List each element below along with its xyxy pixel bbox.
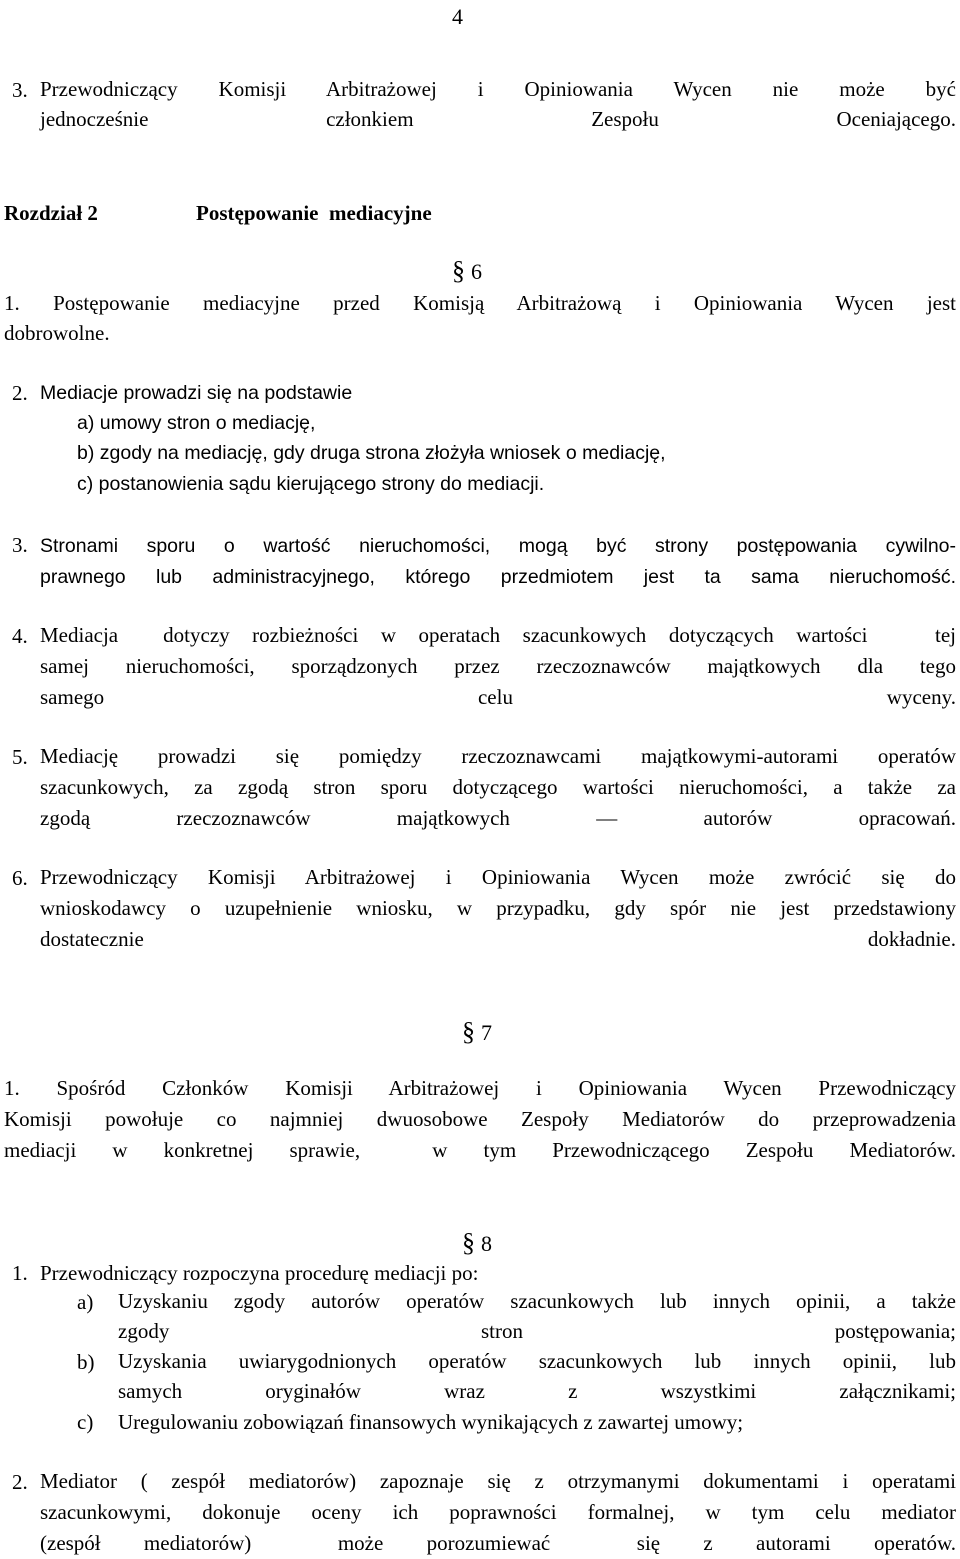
chapter-label: Rozdział 2 [4,201,98,225]
section-8-item-a-line-2: zgody stron postępowania; [118,1319,956,1343]
section-6-point-2-item-b: b) zgody na mediację, gdy druga strona złożyła wniosek o mediację, [77,442,666,464]
section-6-point-3 [40,531,956,593]
section-6-point-2-lead: Mediacje prowadzi się na podstawie [40,382,353,404]
section-6-point-4-number: 4. [12,624,28,648]
section-6-point-5 [40,741,956,834]
section-6-point-1-line-2: dobrowolne. [4,321,110,345]
section-number: 7 [481,1020,492,1045]
section-6-point-5-line-1: Mediację prowadzi się pomiędzy rzeczoznawcami majątkowymi-autorami operatów [40,744,956,768]
section-6-point-4-line-3: samego celu wyceny. [40,685,956,709]
section-7-point-1-line-2: Komisji powołuje co najmniej dwuosobowe Zespoły Mediatorów do przeprowadzenia [4,1107,956,1131]
section-symbol: § [452,256,465,285]
section-6-point-3-line-1: Stronami sporu o wartość nieruchomości, mogą być strony postępowania cywilno- [40,535,956,557]
section-8-item-b [118,1346,956,1406]
section-6-point-1 [4,288,956,348]
section-6-point-4-line-1: Mediacja dotyczy rozbieżności w operatach szacunkowych dotyczących wartości tej [40,623,956,647]
section-8-item-a [118,1286,956,1346]
section-6-point-6-line-1: Przewodniczący Komisji Arbitrażowej i Opiniowania Wycen może zwrócić się do [40,865,956,889]
section-6-point-3-number: 3. [12,533,28,557]
section-8-point-1-lead: Przewodniczący rozpoczyna procedurę mediacji po: [40,1261,479,1285]
section-7-heading [462,1019,492,1045]
intro-point-3-number: 3. [12,78,28,102]
section-6-point-2-number: 2. [12,381,28,405]
section-6-point-4-line-2: samej nieruchomości, sporządzonych przez rzeczoznawców majątkowych dla tego [40,654,956,678]
section-6-point-6 [40,862,956,955]
section-number: 8 [481,1231,492,1256]
section-6-point-2-item-a: a) umowy stron o mediację, [77,412,316,434]
section-6-point-5-number: 5. [12,745,28,769]
section-8-point-2 [40,1466,956,1559]
section-8-item-c-label: c) [77,1410,94,1434]
section-6-point-5-line-2: szacunkowych, za zgodą stron sporu dotyczącego wartości nieruchomości, a także za [40,775,956,799]
section-symbol: § [462,1228,475,1257]
section-7-point-1-line-3: mediacji w konkretnej sprawie, w tym Przewodniczącego Zespołu Mediatorów. [4,1138,956,1162]
section-8-item-a-label: a) [77,1290,94,1314]
section-8-item-b-line-2: samych oryginałów wraz z wszystkimi załącznikami; [118,1379,956,1403]
section-8-heading [462,1230,492,1256]
section-8-item-b-line-1: Uzyskania uwiarygodnionych operatów szacunkowych lub innych opinii, lub [118,1349,956,1373]
section-7-point-1 [4,1073,956,1166]
section-8-point-2-line-3: (zespół mediatorów) może porozumiewać się z autorami operatów. [40,1531,956,1555]
intro-point-3-line-2: jednocześnie członkiem Zespołu Oceniającego. [40,107,956,131]
section-8-point-2-number: 2. [12,1470,28,1494]
intro-point-3 [40,74,956,134]
section-6-point-4 [40,620,956,713]
section-6-point-3-line-2: prawnego lub administracyjnego, którego przedmiotem jest ta sama nieruchomość. [40,566,956,588]
intro-point-3-line-1: Przewodniczący Komisji Arbitrażowej i Opiniowania Wycen nie może być [40,77,956,101]
section-number: 6 [471,259,482,284]
page-number: 4 [452,4,463,29]
section-symbol: § [462,1017,475,1046]
section-7-point-1-line-1: 1. Spośród Członków Komisji Arbitrażowej i Opiniowania Wycen Przewodniczący [4,1076,956,1100]
section-6-point-6-number: 6. [12,866,28,890]
section-8-item-c-line-1: Uregulowaniu zobowiązań finansowych wynikających z zawartej umowy; [118,1410,744,1434]
section-6-point-5-line-3: zgodą rzeczoznawców majątkowych — autorów opracowań. [40,806,956,830]
section-8-point-2-line-1: Mediator ( zespół mediatorów) zapoznaje się z otrzymanymi dokumentami i operatami [40,1469,956,1493]
section-6-point-6-line-2: wnioskodawcy o uzupełnienie wniosku, w przypadku, gdy spór nie jest przedstawiony [40,896,956,920]
section-6-point-6-line-3: dostatecznie dokładnie. [40,927,956,951]
section-6-point-1-line-1: 1. Postępowanie mediacyjne przed Komisją Arbitrażową i Opiniowania Wycen jest [4,291,956,315]
section-8-point-2-line-2: szacunkowymi, dokonuje oceny ich poprawności formalnej, w tym celu mediator [40,1500,956,1524]
section-8-item-b-label: b) [77,1350,95,1374]
section-6-heading [452,258,482,284]
chapter-title: Postępowanie mediacyjne [196,201,432,225]
section-8-item-a-line-1: Uzyskaniu zgody autorów operatów szacunkowych lub innych opinii, a także [118,1289,956,1313]
section-6-point-2-item-c: c) postanowienia sądu kierującego strony do mediacji. [77,473,545,495]
section-8-point-1-number: 1. [12,1261,28,1285]
